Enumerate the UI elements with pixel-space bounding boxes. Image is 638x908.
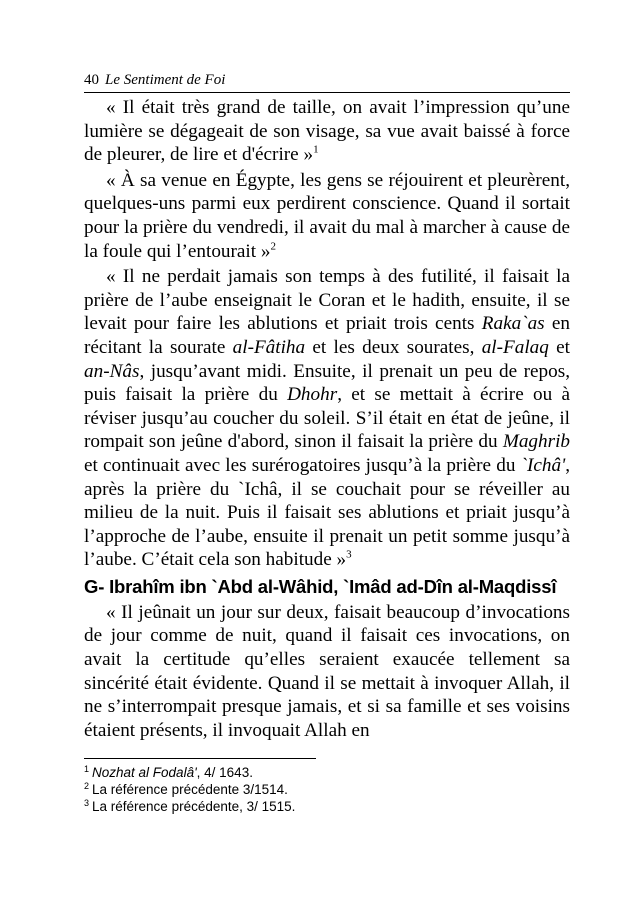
- body-text: [84, 96, 570, 744]
- paragraph-3-text: et continuait avec les surérogatoires jusqu’à la prière du: [84, 454, 521, 476]
- footnote-2: [84, 781, 570, 798]
- paragraph-2: [84, 169, 570, 263]
- page-number: 40: [84, 72, 99, 88]
- footnotes: [84, 764, 570, 815]
- term-rakaas: Raka`as: [481, 313, 545, 335]
- paragraph-3-text: et les deux sourates,: [305, 336, 482, 358]
- term-al-fatiha: al-Fâtiha: [232, 336, 306, 358]
- footnote-ref-2: 2: [270, 240, 276, 253]
- paragraph-3-text: en récitant la sourate: [84, 313, 570, 358]
- footnote-3: [84, 798, 570, 815]
- paragraph-3-text: , jusqu’avant midi. Ensuite, il prenait un peu de repos, puis faisait la prière du: [84, 360, 570, 406]
- footnote-text: , 4/ 1643.: [196, 765, 253, 780]
- paragraph-3-text: et: [548, 336, 570, 358]
- footnote-number: 1: [84, 763, 90, 774]
- footnote-divider: [84, 758, 316, 759]
- paragraph-4: [84, 601, 570, 743]
- section-heading: G- Ibrahîm ibn `Abd al-Wâhid, `Imâd ad-Dîn al-Maqdissî: [84, 575, 557, 597]
- footnote-ref-1: 1: [313, 143, 319, 156]
- footnote-ref-3: 3: [346, 548, 352, 561]
- footnote-text: La référence précédente 3/1514.: [92, 782, 288, 797]
- paragraph-3-text: , après la prière du `Ichâ, il se couchait pour se réveiller au milieu de la nuit. Puis il faisait ses ablutions et priait jusqu’à l’approche de l’aube, ensuite il prenait un petit somme jusqu’à l’aube. C’était cela son habitude »: [84, 454, 570, 571]
- footnote-number: 2: [84, 780, 90, 791]
- term-dhohr: Dhohr: [287, 384, 338, 406]
- paragraph-3-text: , et se mettait à écrire ou à réviser jusqu’au coucher du soleil. S’il était en état de jeûne, il rompait son jeûne d'abord, sinon il faisait la prière du: [84, 384, 570, 453]
- footnote-number: 3: [84, 797, 90, 808]
- footnote-source-title: Nozhat al Fodalâ': [92, 765, 197, 780]
- footnote-1: [84, 764, 570, 781]
- page-header: [84, 70, 570, 93]
- paragraph-3: [84, 265, 570, 572]
- term-an-nas: an-Nâs: [84, 360, 140, 382]
- term-maghrib: Maghrib: [502, 431, 570, 453]
- paragraph-4-text: « Il jeûnait un jour sur deux, faisait beaucoup d’invocations de jour comme de nuit, quand il faisait ces invocations, on avait la certitude qu’elles seraient exaucée tellement sa sincérité était évidente. Quand il se mettait à invoquer Allah, il ne s’interrompait presque jamais, et si sa famille et ses voisins étaient présents, il invoquait Allah en: [84, 601, 570, 741]
- term-icha: `Ichâ': [520, 454, 566, 476]
- paragraph-1-text: « Il était très grand de taille, on avait l’impression qu’une lumière se dégageait de son visage, sa vue avait baissé à force de pleurer, de lire et d'écrire »: [84, 97, 570, 166]
- running-title: Le Sentiment de Foi: [105, 72, 226, 88]
- paragraph-2-text: « À sa venue en Égypte, les gens se réjouirent et pleurèrent, quelques-uns parmi eux perdirent conscience. Quand il sortait pour la prière du vendredi, il avait du mal à marcher à cause de la foule qui l’entourait »: [84, 169, 570, 262]
- paragraph-3-text: « Il ne perdait jamais son temps à des futilité, il faisait la prière de l’aube enseignait le Coran et le hadith, ensuite, il se levait pour faire les ablutions et priait trois cents: [84, 266, 570, 335]
- paragraph-1: [84, 96, 570, 167]
- term-al-falaq: al-Falaq: [481, 336, 549, 358]
- footnote-text: La référence précédente, 3/ 1515.: [92, 799, 296, 814]
